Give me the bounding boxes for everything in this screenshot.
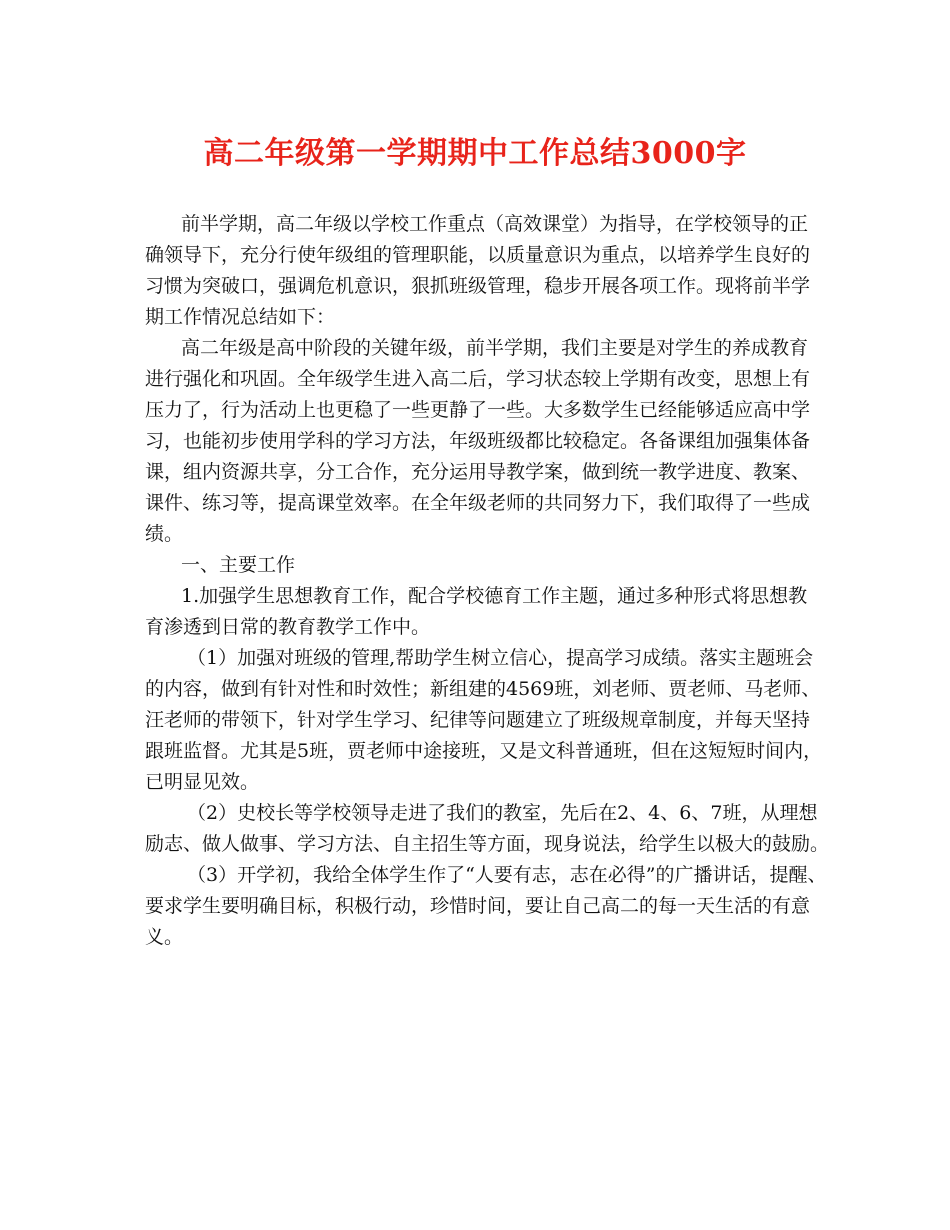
document-title: 高二年级第一学期期中工作总结3000字 [203, 136, 747, 171]
text-line: （1）加强对班级的管理,帮助学生树立信心，提高学习成绩。落实主题班会 [187, 647, 814, 669]
text-line: 前半学期，高二年级以学校工作重点（高效课堂）为指导，在学校领导的正 [181, 213, 809, 235]
text-line: （3）开学初，我给全体学生作了“人要有志，志在必得”的广播讲话，提醒、 [187, 864, 827, 886]
text-line: 要求学生要明确目标，积极行动，珍惜时间，要让自己高二的每一天生活的有意 [145, 895, 811, 917]
text-line: （2）史校长等学校领导走进了我们的教室，先后在2、4、6、7班，从理想 [187, 802, 818, 824]
text-line: 确领导下，充分行使年级组的管理职能，以质量意识为重点，以培养学生良好的 [145, 244, 811, 266]
text-line: 进行强化和巩固。全年级学生进入高二后，学习状态较上学期有改变，思想上有 [145, 368, 811, 390]
section-heading: 一、主要工作 [181, 554, 296, 576]
text-line: 习，也能初步使用学科的学习方法，年级班级都比较稳定。各备课组加强集体备 [145, 430, 811, 452]
text-line: 义。 [145, 926, 184, 948]
text-line: 跟班监督。尤其是5班，贾老师中途接班，又是文科普通班，但在这短短时间内， [145, 740, 823, 762]
document-body [145, 209, 830, 953]
text-line: 励志、做人做事、学习方法、自主招生等方面，现身说法，给学生以极大的鼓励。 [145, 833, 830, 855]
text-line: 绩。 [145, 523, 184, 545]
text-line: 1.加强学生思想教育工作，配合学校德育工作主题，通过多种形式将思想教 [181, 585, 808, 607]
text-line: 高二年级是高中阶段的关键年级，前半学期，我们主要是对学生的养成教育 [181, 337, 809, 359]
text-line: 课，组内资源共享，分工合作，充分运用导教学案，做到统一教学进度、教案、 [145, 461, 811, 483]
text-line: 已明显见效。 [145, 771, 260, 793]
text-line: 期工作情况总结如下： [145, 306, 336, 328]
text-line: 的内容，做到有针对性和时效性；新组建的4569班，刘老师、贾老师、马老师、 [145, 678, 821, 700]
text-line: 课件、练习等，提高课堂效率。在全年级老师的共同努力下，我们取得了一些成 [145, 492, 811, 514]
text-line: 习惯为突破口，强调危机意识，狠抓班级管理，稳步开展各项工作。现将前半学 [145, 275, 811, 297]
text-line: 汪老师的带领下，针对学生学习、纪律等问题建立了班级规章制度，并每天坚持 [145, 709, 811, 731]
text-line: 压力了，行为活动上也更稳了一些更静了一些。大多数学生已经能够适应高中学 [145, 399, 811, 421]
text-line: 育渗透到日常的教育教学工作中。 [145, 616, 431, 638]
